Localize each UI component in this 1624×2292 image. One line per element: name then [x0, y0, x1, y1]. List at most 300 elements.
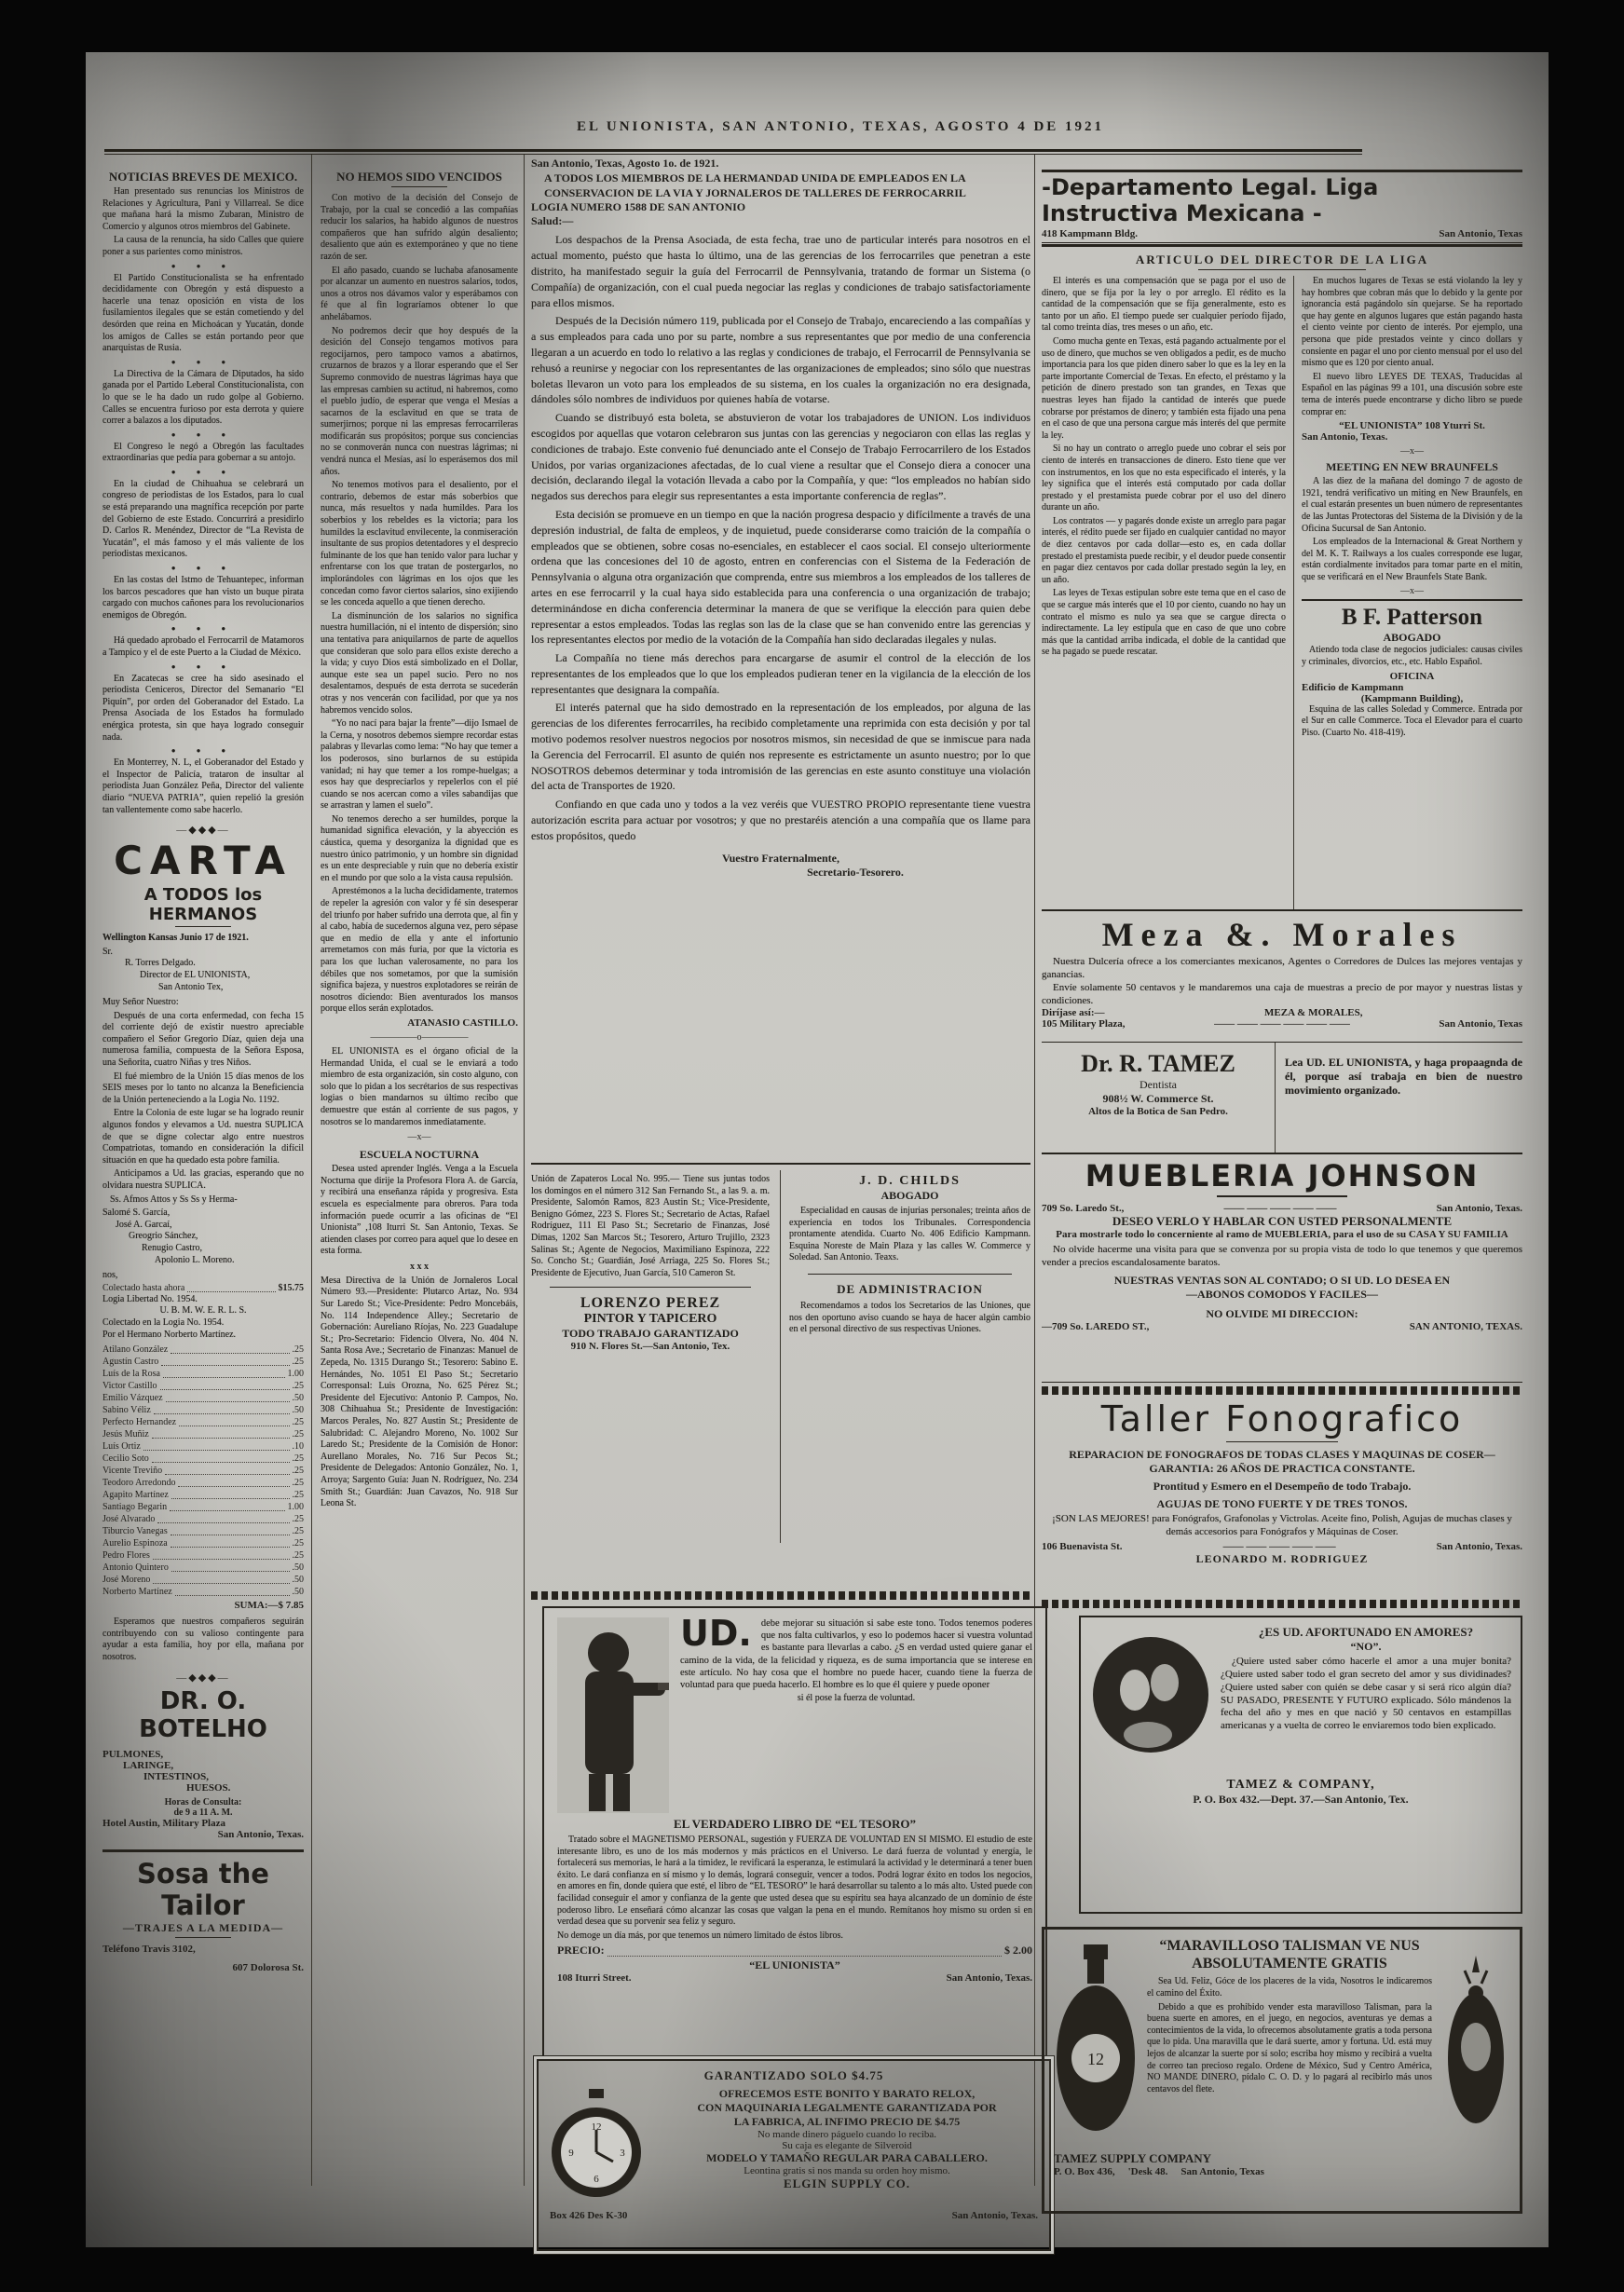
patterson-addr: (Kampmann Building),: [1360, 692, 1464, 704]
watch-headline: GARANTIZADO SOLO $4.75: [703, 2068, 884, 2082]
donor-amount: 1.00: [287, 1369, 304, 1380]
muebleria-line: NO OLVIDE MI DIRECCION:: [1206, 1306, 1358, 1320]
donor-row: [102, 1537, 304, 1549]
muebleria-line: —ABONOS COMODOS Y FACILES—: [1186, 1287, 1378, 1301]
meza-para: Envíe solamente 50 centavos y le mandaremos una caja de muestras a precio de por mayor y nuestras listas y condiciones.: [1042, 981, 1522, 1006]
childs-role: ABOGADO: [880, 1189, 939, 1202]
letter-para: El interés paternal que ha sido demostrado en la representación de los empleados, por alguna de las gerencias de los diferentes ferrocarriles, ha recibido completamente una reprimida con esta decisión y por tal motivo podemos resolver nuestros negocios por nosotros mismos, sin necesidad de que se inmiscue para nada la Gerencia del Ferrocarril. El asunto de quién nos represente es estrictamente un asunto nuestro; por lo que NOSOTROS debemos determinar y toda intromisión de las gerencias en este asunto constituye una violación del acta de Transportes de 1920.: [531, 701, 1030, 793]
section-divider: ● ● ●: [171, 261, 236, 270]
logia-line: Colectado en la Logia No. 1954.: [102, 1317, 225, 1328]
meza-city: San Antonio, Texas: [1439, 1018, 1522, 1030]
letter-closing: Vuestro Fraternalmente,: [722, 851, 839, 865]
donor-amount: .25: [292, 1466, 304, 1477]
taller-line: AGUJAS DE TONO FUERTE Y DE TRES TONOS.: [1156, 1497, 1408, 1510]
svg-text:6: 6: [594, 2174, 599, 2185]
news-item: En las costas del Istmo de Tehuantepec, informan los barcos pescadores que han visto un buque pirata cargado con muchos cañones para los revolucionarios enemigos de Obregón.: [102, 575, 304, 621]
amores-ad: [1079, 1616, 1522, 1914]
idol-illustration: [1441, 1937, 1510, 2151]
dotted-leader: [187, 1282, 275, 1292]
letter-logia: LOGIA NUMERO 1588 DE SAN ANTONIO: [531, 200, 746, 214]
ornamental-border: [1042, 1386, 1522, 1395]
childs-column: [789, 1174, 1030, 1575]
watch-ad: [537, 2059, 1051, 2251]
tesoro-para: Tratado sobre el MAGNETISMO PERSONAL, sugestión y FUERZA DE VOLUNTAD EN SI MISMO. El estudio de este interesante libro, es uno de los más modernos y más prácticos en el Universo. Le dará fuerza de voluntad y energía, le fortalecerá sus memorias, le hará a la timidez, le revificará la esperanza, le estimulará la actividad y le determinará a tener buen éxito. Le dará confianza en sí mismo y lo demás, logrará conseguir, vencer a todos. Podrá lograr éxito en todos los negocios, en amores en fin, donde quiera que esté, el libro de “EL TESORO” le hará desarrollar su talento a lo más alto. Usted puede con facilidad conseguir el amor y confianza de la gente que usted desea que su espíritu sea haya alcanzado de un dominio de éste poderoso libro. Le enseñará cómo alcanzar las cosas que valgan la pena en el mundo. Remítanos hoy mismo su orden si en verdad desea que su porvenir sea feliz y seguro.: [557, 1835, 1032, 1928]
vencidos-para: Con motivo de la decisión del Consejo de Trabajo, por la cual se concedió a las compañías reducir los salarios, ha habido algunos de nuestros compañeros que han sufrido algún desaliento; desaliento que aún es extemporáneo y que no tiene razón de ser.: [321, 193, 518, 262]
letter-para: Cuando se distribuyó esta boleta, se abstuvieron de votar los trabajadores de UNION. Los individuos escogidos por aquellas que votaron celebraron sus juntas con las gerencias y negociaron con ellas las reglas y condiciones de trabajo. Este convenio fué denunciado ante el Consejo de Trabajo Ferrocarrilero de los Estados Unidos, por varias organizaciones afectadas, de lo cual viene a resultar que el Consejo diera a conocer una decisión, declarando ilegal la votación llevada a cabo por la Compañía, y que: “los empleados no habían sido negados sus derechos para elegir sus representantes a esta importante conferencia de reglas”.: [531, 411, 1030, 503]
donor-amount: .25: [292, 1357, 304, 1368]
signature: Renugio Castro,: [142, 1242, 202, 1253]
donor-row: [102, 1453, 304, 1465]
svg-text:12: 12: [1087, 2050, 1104, 2068]
column-rule-1: [311, 155, 312, 2186]
taller-title: Taller Fonografico: [1100, 1398, 1464, 1439]
donor-row: [102, 1513, 304, 1525]
news-item: La Directiva de la Cámara de Diputados, ha sido ganada por el Partido Leberal Constitucionalista, con lo que se le ha dado un rudo golpe al Gobierno. Calles se encuentra furioso por esta derrota y quiere correr a balazos a los diputados.: [102, 368, 304, 427]
section-divider: ● ● ●: [171, 430, 236, 439]
news-item: En la ciudad de Chihuahua se celebrará un congreso de periodistas de los Estados, para lo cual se está preparando una magnífica recepción por parte del Gobierno de este Estado. Concurrirá a presidirlo D. Carlos R. Menéndez, Director de “La Revista de Yucatán”, el más famoso y el más valiente de los periodistas mexicanos.: [102, 478, 304, 560]
talisman-ad: [1042, 1927, 1522, 2214]
rule: [391, 186, 447, 187]
meeting-title: MEETING EN NEW BRAUNFELS: [1326, 460, 1498, 474]
donor-amount: .25: [292, 1478, 304, 1489]
news-item: El Partido Constitucionalista se ha enfrentado decididamente con Obregón y está dispuesto a hacerle una tenaz oposición en vista de los fusilamientos ilegales que se están cometiendo y del desórden que reina en Michoácan y Yucatán, donde los amigos de Calles se están portando peor que anarquistas de Rusia.: [102, 272, 304, 354]
legal-article-title: ARTICULO DEL DIRECTOR DE LA LIGA: [1135, 252, 1429, 266]
mesa-directiva-para: Mesa Directiva de la Unión de Jornaleros Local Número 93.—Presidente: Plutarco Artaz, No. 934 Sur Laredo St.; Vice-Presidente: Pedro Moncebáis, No. 114 Independence Alley.; Secretario de Gobernación: Aureliano Ríojas, No. 223 Guadalupe St.; Pro-Secretario: Fidencio Olvera, No. 404 N. Santa Rosa Ave.; Secretario de Finanzas: Manuel de Zepeda, No. 1315 Durango St.; Tesorero: Sabino E. Hernándes, No. 1051 El Paso St.; Secretario Corresponsal: Luis Orozna, No. 625 Pérez St.; Presidente del Ejecutivo: Antonio P. Campos, No. 308 Chihuahua St.; Presidente de Investigación: Marcos Perales, No. 827 Austin St.; Presidente de Salubridad: C. Alejandro Moreno, No. 1002 Sur Laredo St.; Presidente de la Comisión de Honor: Aurellano Morales, No. 716 Sur Pecos St.; Presidente de Delegados: Antonio González, No. 1, Arroya; Sargento Guía: Juan N. Rodríguez, No. 234 Smith St.; Guardián: Juan Cavazos, No. 918 Sur Leona St.: [321, 1275, 518, 1509]
meza-para: Nuestra Dulcería ofrece a los comerciantes mexicanos, Agentes o Corredores de Dulces las mejores ventajas y ganancias.: [1042, 956, 1522, 980]
newspaper-page: [86, 52, 1549, 2247]
legal-address-row: [1042, 228, 1522, 239]
sosa-subtitle: —TRAJES A LA MEDIDA—: [122, 1920, 284, 1934]
rule: [531, 1163, 1030, 1165]
collected-total-row: [102, 1282, 304, 1294]
donor-name: Teodoro Arredondo: [102, 1478, 176, 1489]
ornament-divider: —————o—————: [370, 1031, 469, 1043]
muebleria-para: No olvide hacerme una visita para que se convenza por su propia vista de todo lo que tenemos y que queremos vender a precios escandalosamente baratos.: [1042, 1244, 1522, 1268]
amores-para: ¿Quiere usted saber cómo hacerle el amor a una mujer bonita? ¿Quiere usted saber todo el gran secreto del amor y sus dividinades? ¿Quiere usted saber con quién se debe casar y si será rico algún día? SU PASADO, PRESENTE Y FUTURO explicado. Sólo mándenos la fecha del año y mes en que nació y 50 centavos en estampillas americanas y a vuelta de correo le enviaremos todo bien explicado.: [1221, 1656, 1511, 1732]
letter-para: Confiando en que cada uno y todos a la vez veréis que VUESTRO PROPIO representante tiene vuestra autorización escrita para actuar por vosotros; y que no prestaréis atención a una compañía que os llame para estos propósitos, quedo: [531, 798, 1030, 842]
muebleria-address2: —709 So. LAREDO ST.,: [1042, 1320, 1150, 1332]
watch-line: Leontina gratis si nos manda su orden hoy mismo.: [744, 2165, 950, 2176]
legal-header: [1042, 170, 1522, 243]
esperamos-para: Esperamos que nuestros compañeros seguirán contribuyendo con su valioso contingente para ayudar a esta familia, hoy por ella, mañana por nosotros.: [102, 1617, 304, 1662]
carta-closing: Ss. Afmos Attos y Ss Ss y Herma-: [110, 1194, 238, 1205]
donor-name: José Alvarado: [102, 1514, 156, 1525]
legal-left-column: [1042, 276, 1294, 909]
botelho-hours: Horas de Consulta:: [164, 1796, 242, 1808]
donor-name: Cecilio Soto: [102, 1453, 149, 1465]
donor-name: Pedro Flores: [102, 1550, 150, 1562]
zapateros-column: [531, 1174, 770, 1575]
donor-name: Emilio Vázquez: [102, 1393, 163, 1404]
donor-name: Norberto Martínez: [102, 1587, 172, 1598]
botelho-line: PULMONES,: [102, 1748, 164, 1760]
couple-illustration: [1090, 1625, 1211, 1774]
signature: Apolonio L. Moreno.: [155, 1254, 235, 1265]
header-rule: [104, 149, 1362, 155]
news-item: El Congreso le negó a Obregón las facultades extraordinarias que pedía para gobernar a su antojo.: [102, 441, 304, 464]
muebleria-address-row: [1042, 1203, 1522, 1214]
legal-para: Como mucha gente en Texas, está pagando actualmente por el uso de dinero, que muchos se ven obligados a pedir, es de mucho importancia para los que piden dinero saber lo que es la ley en la parte importante Comercial de Texas. En efecto, el préstamo y la petición de dinero prestado son tan grandes, en Texas que nuestras leyes han fijado la cantidad de interés que puede cobrarse por préstamos de dinero; y también esta fijado una pena en el caso de que una persona cargue más interés del que permite la ley.: [1042, 335, 1286, 441]
taller-line: REPARACION DE FONOGRAFOS DE TODAS CLASES Y MAQUINAS DE COSER—GARANTIA: 26 AÑOS DE PRACTICA CONSTANTE.: [1069, 1448, 1495, 1475]
lea-para: Lea UD. EL UNIONISTA, y haga propaagnda de él, porque así trabaja en bien de nuestro movimiento organizado.: [1285, 1056, 1522, 1098]
meza-title: Meza &. Morales: [1101, 916, 1463, 953]
donor-row: [102, 1404, 304, 1416]
legal-book-address: “EL UNIONISTA” 108 Yturri St.: [1339, 420, 1485, 432]
carta-recipient: San Antonio Tex,: [158, 981, 224, 992]
carta-recipient: Director de EL UNIONISTA,: [140, 969, 251, 980]
donor-row: [102, 1586, 304, 1598]
legal-right-column: [1294, 276, 1522, 909]
section-divider: ● ● ●: [171, 746, 236, 756]
logia-line: Logia Libertad No. 1954.: [102, 1293, 198, 1304]
ud-line: si él pose la fuerza de voluntad.: [797, 1693, 916, 1704]
carta-para: Después de una corta enfermedad, con fecha 15 del corriente dejó de existir nuestro apreciable compañero el Señor Gregorio Díaz, quien deja una numerosa familia, compuesta de la Señora Esposa, una Señorita, cuatro Niñas y tres Niños.: [102, 1010, 304, 1069]
carta-para: Entre la Colonia de este lugar se ha logrado reunir algunos fondos y elevamos a Ud. nuestra SUPLICA de que se digne colectar algo entre nuestros Compatriotas, tomando en consideración la difícil situación en que ha quedado esta pobre familia.: [102, 1108, 304, 1166]
watch-line: OFRECEMOS ESTE BONITO Y BARATO RELOX,: [718, 2087, 976, 2100]
masthead: EL UNIONISTA, SAN ANTONIO, TEXAS, AGOSTO 4 DE 1921: [576, 119, 1105, 134]
vencidos-para: Aprestémonos a la lucha decididamente, tratemos de repeler la agresión con valor y fé sin desesperar del triunfo por haber sufrido una derrota que, al fin y al cabo, había de sucedernos alguna vez, pero sépase que en medio de ella y ante el infortunio arremetamos con más furia, por que la victoria es para los que luchan valerosamente, no para los débiles que nos sometamos, por que la sumisión significa bajeza, y nuestros explotadores se reirán de nosotros diciendo: Bien aventurados los mansos porque ellos serán explotados.: [321, 886, 518, 1015]
watch-line: No mande dinero páguelo cuando lo reciba.: [757, 2129, 937, 2140]
dash-leader: —— —— —— —— —— ——: [1214, 1018, 1350, 1030]
collected-amount: $15.75: [278, 1282, 304, 1293]
donor-name: Luís de la Rosa: [102, 1369, 160, 1380]
dotted-leader: [152, 1453, 290, 1463]
donor-name: Agustín Castro: [102, 1357, 159, 1368]
talisman-footer: [1054, 2151, 1510, 2166]
section-divider: ● ● ●: [171, 662, 236, 671]
amores-title: ¿ES UD. AFORTUNADO EN AMORES?: [1258, 1625, 1474, 1639]
letter-para: Los despachos de la Prensa Asociada, de esta fecha, trae uno de particular interés para nosotros en el actual momento, puésto que hasta lo último, una de las gerencias de los ferrocarriles que penetran a este distrito, ha manifestado seguir la guía del Ferrocarril de Pennsylvania, tratando de formar un Sistema (o Compañía) de organización, con el cual pueda negociar las reglas y condiciones de trabajo satisfactoriamente para ellos mismos.: [531, 233, 1030, 309]
talisman-bottle-illustration: [1054, 1937, 1138, 2151]
donor-amount: .50: [292, 1587, 304, 1598]
patterson-role: ABOGADO: [1383, 631, 1441, 645]
rule: [1198, 269, 1366, 270]
lorenzo-guarantee: TODO TRABAJO GARANTIZADO: [562, 1327, 739, 1341]
patterson-addr: Edificio de Kampmann: [1302, 681, 1404, 693]
meeting-para: A las diez de la mañana del domingo 7 de agosto de 1921, tendrá verificativo un miting en New Braunfels, en el cual estarán presentes un buen número de representantes de las Juntas Protectoras del Sistema de la División y de la Oficina Sucursal de San Antonio.: [1302, 476, 1522, 534]
amores-sub: “NO”.: [1350, 1640, 1382, 1653]
donor-name: Atilano González: [102, 1344, 169, 1356]
legal-para: Las leyes de Texas estipulan sobre este tema que en el caso de que se cargue más interés que el 10 por ciento, cuando no hay un contrato el mismo es nulo ya sea que se cargue directa o indirectamente. La ley estipula que en caso de que uno cobre más que la cantidad arriba indicada, el doble de la cantidad que se ha pagado se puede rescatar.: [1042, 588, 1286, 658]
donor-name: Sabino Véliz: [102, 1405, 151, 1416]
muebleria-line: Para mostrarle todo lo concerniente al ramo de MUEBLERIA, para el uso de su CASA Y SU FAMILIA: [1056, 1229, 1508, 1240]
donor-amount: .25: [292, 1381, 304, 1392]
watch-line: LA FABRICA, AL INFIMO PRECIO DE $4.75: [733, 2115, 961, 2128]
meza-row: [1042, 1007, 1522, 1018]
dotted-leader: [160, 1380, 290, 1390]
donor-row: [102, 1562, 304, 1574]
donor-amount: .25: [292, 1514, 304, 1525]
dotted-leader: [171, 1562, 290, 1572]
lorenzo-address: 910 N. Flores St.—San Antonio, Tex.: [570, 1341, 730, 1353]
botelho-city: San Antonio, Texas.: [217, 1828, 304, 1840]
legal-city: San Antonio, Texas: [1439, 228, 1522, 239]
watch-address-row: [550, 2210, 1038, 2221]
tamez-role: Dentista: [1140, 1078, 1177, 1091]
talisman-para: Debido a que es prohibido vender esta maravilloso Talisman, para la buena suerte en amores, en el juego, en negocios, aventuras ye demas a contecimientos de la vida, lo ofrecemos absolutamente gratis a toda persona que lo pida. Una maravilla que le dará suerte, amor y fortuna. Ud. está muy lejos de alcanzar la suerte por sí solo; escriba hoy mismo y recibirá a vuelta de correo tan precioso regalo. Ordene de México, Sud y Centro América, NO MANDE DINERO, pídalo C. O. D. y lo pagará al recibirlo más unos centavos del flete.: [1147, 2001, 1432, 2094]
childs-name: J. D. CHILDS: [859, 1174, 961, 1188]
donor-row: [102, 1501, 304, 1513]
logia-line: Por el Hermano Norberto Martínez.: [102, 1329, 237, 1340]
dotted-leader: [179, 1416, 289, 1426]
donor-row: [102, 1525, 304, 1537]
watch-company: ELGIN SUPPLY CO.: [783, 2176, 911, 2190]
dash-leader: —— —— —— —— ——: [1222, 1540, 1336, 1552]
carta-recipient: R. Torres Delgado.: [125, 958, 196, 969]
taller-address-row: [1042, 1541, 1522, 1552]
news-item: En Zacatecas se cree ha sido asesinado el periodista Ceniceros, Director del Semanario “El Piquín”, por orden del Goberanador del Estado. La Prensa Asociada de los Estados ha formulado enérgica protesta, sin que haya logrado conseguir nada.: [102, 673, 304, 743]
muebleria-city: San Antonio, Texas.: [1436, 1203, 1522, 1214]
sosa-title: Sosa the Tailor: [137, 1857, 269, 1921]
donor-row: [102, 1368, 304, 1380]
ud-display: UD.: [680, 1613, 752, 1654]
news-item: Há quedado aprobado el Ferrocarril de Matamoros a Tampico y el de este Puerto a la Ciudad de México.: [102, 635, 304, 658]
organo-para: EL UNIONISTA es el órgano oficial de la Hermandad Unida, el cual se le enviará a todo miembro de esta organización, sin costo alguno, con solo que lo pidan a los secrétarios de sus respectivas logias o bien mandarnos su último recibo que demuestre que están al corriente de sus pagos, y nosotros se lo mandaremos inmediatamente.: [321, 1045, 518, 1127]
rule: [1226, 1441, 1338, 1442]
svg-text:9: 9: [568, 2148, 574, 2159]
vencidos-para: No tenemos derecho a ser humildes, porque la humanidad significa elevación, y la abyección es cáustica, quema y desorganiza la dignidad que es nuestro único patrimonio, y un hombre sin dignidad es un ente despreciable y ruin que no debería existir en el mundo por que solo a la vista causa repulsión.: [321, 813, 518, 883]
donor-name: Aurelio Espinoza: [102, 1538, 168, 1549]
donor-amount: 1.00: [287, 1502, 304, 1513]
letter-dateline: San Antonio, Texas, Agosto 1o. de 1921.: [531, 157, 719, 170]
carta-sr: Sr.: [102, 946, 113, 957]
suma-total: SUMA:—$ 7.85: [234, 1600, 304, 1612]
news-item: En Monterrey, N. L, el Goberanador del Estado y el Inspector de Palicía, trataron de insultar al periodista Juan González Peña, Director del valiente diario “NUEVA PATRIA”, quien repelió la gresión tan vallentemente como sabe hacerlo.: [102, 757, 304, 815]
legal-book-city: San Antonio, Texas.: [1302, 431, 1388, 443]
taller-city: San Antonio, Texas.: [1436, 1540, 1522, 1552]
taller-ad: [1042, 1398, 1522, 1596]
section-divider: ● ● ●: [171, 357, 236, 366]
carta-salutation: Muy Señor Nuestro:: [102, 997, 179, 1008]
logia-line: U. B. M. W. E. R. L. S.: [159, 1305, 247, 1317]
dotted-leader: [161, 1356, 289, 1366]
watch-city: San Antonio, Texas.: [951, 2210, 1038, 2221]
donor-name: Santiago Begarin: [102, 1502, 168, 1513]
legal-columns: [1042, 276, 1522, 909]
x-divider: —x—: [407, 1132, 431, 1143]
tamez-card: [1042, 1043, 1276, 1153]
carta-para: Anticipamos a Ud. las gracias, esperando que no olvidara nuestra SUPLICA.: [102, 1168, 304, 1191]
dash-leader: —— —— —— —— ——: [1223, 1203, 1337, 1214]
tamez-address2: Altos de la Botica de San Pedro.: [1088, 1106, 1228, 1117]
muebleria-city2: SAN ANTONIO, TEXAS.: [1409, 1320, 1522, 1332]
legal-para: Los contratos — y pagarés donde existe un arreglo para pagar interés, el rédito puede ser fijado en cualquier cantidad no mayor de diez centavos por cada dollar—esto es, en cada dollar prestado el prestamista puede recibir, y el deudor puede consentir en pagar diez centavos por cada dollar prestado según la ley, en un año.: [1042, 515, 1286, 585]
ornament-divider: —◆◆◆—: [176, 825, 230, 837]
tesoro-ad: [542, 1606, 1047, 2057]
mid-subcolumn-rule: [780, 1170, 781, 1543]
signature: José A. Garcaí,: [116, 1219, 172, 1230]
meza-ad: [1042, 909, 1522, 1043]
amores-address: P. O. Box 432.—Dept. 37.—San Antonio, Tex.: [1193, 1793, 1409, 1806]
dotted-leader: [157, 1513, 289, 1523]
botelho-line: INTESTINOS,: [143, 1770, 210, 1782]
talisman-address-row: [1054, 2166, 1510, 2177]
talisman-box: P. O. Box 436,: [1054, 2166, 1115, 2177]
dotted-leader: [165, 1465, 289, 1475]
escuela-title: ESCUELA NOCTURNA: [359, 1148, 480, 1162]
vencidos-title: NO HEMOS SIDO VENCIDOS: [336, 170, 502, 184]
rule: [550, 1287, 751, 1288]
taller-line: Prontitud y Esmero en el Desempeño de todo Trabajo.: [1153, 1480, 1412, 1493]
donor-name: Perfecto Hernandez: [102, 1417, 177, 1428]
svg-text:3: 3: [620, 2148, 625, 2159]
dotted-leader: [152, 1428, 290, 1439]
dotted-leader: [607, 1944, 1002, 1957]
letter-salutation: Salud:—: [531, 214, 574, 228]
dotted-leader: [170, 1501, 284, 1511]
dotted-leader: [154, 1404, 290, 1414]
section-divider: ● ● ●: [171, 467, 236, 476]
talisman-city: San Antonio, Texas: [1180, 2166, 1264, 2177]
muebleria-title: MUEBLERIA JOHNSON: [1085, 1158, 1480, 1194]
donor-row: [102, 1428, 304, 1440]
dotted-leader: [153, 1574, 289, 1584]
muebleria-address: 709 So. Laredo St.,: [1042, 1203, 1125, 1214]
vencidos-para: No podremos decir que hoy después de la desición del Consejo tengamos motivos para regocijarnos, pero tampoco vamos a abatirnos, cruzarnos de brazos y a llorar esperando que el Ser Supremo conmovido de nuestras lágrimas haya que las empresas cambien su actitud, ni habremos, como el pueblo judío, de esperar que venga el Mesías a sacarnos de la esclavitud en que se trata de sumerjirnos; porque ni las empresas ferrocarrileras modificarán sus propósitos; porque sus conciencias no se conmoverán nunca con nuestras lágrimas; ni vendrá nunca el Mesías, así lo esperásemos dos mil años.: [321, 325, 518, 477]
rule: [175, 926, 231, 927]
talisman-para: Sea Ud. Feliz, Góce de los placeres de la vida, Nosotros le indicaremos el camino del Éxito.: [1147, 1976, 1432, 1999]
dotted-leader: [153, 1549, 290, 1560]
donor-row: [102, 1489, 304, 1501]
letter-para: Después de la Decisión número 119, publicada por el Consejo de Trabajo, encareciendo a las compañías y a sus empleados para cada uno por su parte, nombre a sus representantes que por medio de una conferencia llegaran a un acuerdo en todo lo relativo a las reglas y condiciones de trabajo, el Ferrocarril de Pennsylvania se rehusó a reunirse y negociar con los representantes de las organizaciones de empleados; sino sólo que nuestras boletas llevaron un voto para los empleados de su sistema, en los cuales la organización no era designada, dándoles sólo nombres de individuos por quienes había de votarse.: [531, 314, 1030, 406]
dotted-leader: [171, 1525, 290, 1535]
donor-amount: .25: [292, 1344, 304, 1356]
donor-amount: .50: [292, 1562, 304, 1574]
rule: [102, 1849, 304, 1852]
donor-amount: .25: [292, 1429, 304, 1440]
article-signature: ATANASIO CASTILLO.: [407, 1016, 518, 1029]
talisman-company: TAMEZ SUPPLY COMPANY: [1054, 2151, 1211, 2165]
legal-para: El interés es una compensación que se paga por el uso de dinero, que se fija por la ley o por arreglo. El rédito es la cantidad de la compensación que se fija generalmente, esto es tanto por un año. El tiempo puede ser cualquier período fijado, tal como treinta días, tres meses o un año, etc.: [1042, 276, 1286, 334]
donor-amount: .50: [292, 1405, 304, 1416]
pocket-watch-illustration: [550, 2087, 643, 2208]
tamez-lea-row: [1042, 1043, 1522, 1154]
vencidos-para: No tenemos motivos para el desaliento, por el contrario, debemos de estar más soberbios que nunca, más resueltos y nada humildes. Para los soberbios y los rebeldes es la victoria; para los humildes la esclavitud envilecente, la conmiseración insultante de sus propios detentadores y el desprecio fulminante de los que han tenido valor para luchar y enfrentarse con los que tratan de postergarlos, no implorándoles con lágrimas en los ojos que les concedan como favor ciertos salarios, sino exijiendo se les conceda aquello a que tienen derecho.: [321, 480, 518, 608]
donor-row: [102, 1574, 304, 1586]
legal-para: Si no hay un contrato o arreglo puede uno cobrar el seis por ciento de interés en transacciones de dinero. Esto tiene que ver con instrumentos, en los que no esta especificado el interés, y la ley significa que el interés está computado por cada dollar prestado y el prestamista puede cobrar por el uso del dinero durante un año.: [1042, 443, 1286, 513]
news-item: La causa de la renuncia, ha sido Calles que quiere poner a sus parientes como ministros.: [102, 235, 304, 257]
section-divider: ● ● ●: [171, 624, 236, 634]
donor-amount: .10: [292, 1441, 304, 1453]
precio-row: [557, 1944, 1032, 1958]
patterson-oficina: OFICINA: [1389, 670, 1435, 682]
muebleria-address-row2: [1042, 1321, 1522, 1332]
admin-title: DE ADMINISTRACION: [837, 1281, 983, 1296]
donor-row: [102, 1465, 304, 1477]
tesoro-address-row: [557, 1972, 1032, 1984]
patterson-name: B F. Patterson: [1341, 605, 1483, 631]
ornamental-border: [1042, 1600, 1522, 1608]
column-2: [321, 164, 518, 2121]
vencidos-para: La disminunción de los salarios no significa nuestra humillación, ni el intento de dispersión; sino una tentativa para aniquilarnos de parte de aquellos que consideran que solo para ellos existe derecho a la vida; y cuyo Dios está simbolizado en el Dollar, aunque este sea un papel sucio. Pero no nos desalentamos, después de esta derrota se sucederán otras y nos vencerán con facilidad, por que ya nos habremos vencido solos.: [321, 610, 518, 716]
donor-name: Tiburcio Vanegas: [102, 1526, 168, 1537]
dotted-leader: [178, 1477, 289, 1487]
donor-row: [102, 1416, 304, 1428]
donor-amount: .25: [292, 1538, 304, 1549]
dotted-leader: [143, 1440, 290, 1451]
sosa-address: 607 Dolorosa St.: [232, 1961, 304, 1973]
muebleria-ad: [1042, 1154, 1522, 1383]
column-rule-2: [524, 155, 525, 2186]
letter-signature: Secretario-Tesorero.: [807, 865, 904, 879]
watch-box: Box 426 Des K-30: [550, 2210, 628, 2221]
donor-row: [102, 1549, 304, 1562]
taller-address: 106 Buenavista St.: [1042, 1540, 1123, 1552]
tamez-address: 908½ W. Commerce St.: [1102, 1092, 1214, 1105]
xxx-divider: x x x: [410, 1261, 429, 1272]
ornamental-border: [531, 1591, 1030, 1600]
collected-label: Colectado hasta ahora: [102, 1282, 185, 1293]
letter-para: La Compañía no tiene más derechos para encargarse de asumir el control de la elección de los representantes de los empleados que lo que los empleados pudieran tener en la vigilancia de la elección de los representantes que designara la compañía.: [531, 651, 1030, 696]
x-divider: —x—: [1400, 586, 1424, 597]
dotted-leader: [171, 1537, 290, 1548]
letter-addressee: A TODOS LOS MIEMBROS DE LA HERMANDAD UNIDA DE EMPLEADOS EN LA CONSERVACION DE LA VIA Y JORNALEROS DE TALLERES DE FERROCARRIL: [544, 171, 966, 200]
column-1: [102, 164, 304, 2232]
signature: Salomé S. García,: [102, 1207, 171, 1219]
meza-address-row: [1042, 1018, 1522, 1030]
donor-row: [102, 1344, 304, 1356]
donor-row: [102, 1477, 304, 1489]
donor-name: Luís Ortiz: [102, 1441, 141, 1453]
legal-address: 418 Kampmann Bldg.: [1042, 228, 1138, 239]
botelho-address: Hotel Austin, Military Plaza: [102, 1817, 225, 1829]
dotted-leader: [171, 1344, 289, 1354]
donor-row: [102, 1392, 304, 1404]
botelho-hours: de 9 a 11 A. M.: [173, 1807, 233, 1818]
donor-name: Victor Castillo: [102, 1381, 157, 1392]
lorenzo-name: LORENZO PEREZ: [580, 1295, 721, 1312]
ornament-divider: —◆◆◆—: [176, 1671, 230, 1684]
donor-name: Agapito Martínez: [102, 1490, 169, 1501]
donor-amount: .25: [292, 1417, 304, 1428]
vencidos-para: “Yo no nací para bajar la frente”—dijo Ismael de la Cerna, y nosotros debemos siempre recordar estas palabras y llevarlas como lema: “No hay que temer a los poderosos, sino burlarnos de su estúpida vanidad; ni hay que temer a los rompe-huelgas; a esos hay que despreciarlos y repelerlos con el pié cuando se nos acercan como a viles sabandijas que se arrastran y lamen el suelo”.: [321, 718, 518, 812]
rule: [808, 1274, 1012, 1275]
rule: [1302, 599, 1522, 601]
donor-name: Vicente Treviño: [102, 1466, 163, 1477]
donor-row: [102, 1440, 304, 1453]
tesoro-demore: No demoge un día más, por que tenemos un número limitado de éstos libros.: [557, 1930, 843, 1941]
talisman-desk: 'Desk 48.: [1127, 2166, 1168, 2177]
amores-company: TAMEZ & COMPANY,: [1226, 1778, 1375, 1792]
tesoro-city: San Antonio, Texas.: [946, 1971, 1032, 1984]
tesoro-street: 108 Iturri Street.: [557, 1971, 632, 1984]
botelho-title: DR. O. BOTELHO: [139, 1686, 267, 1743]
tesoro-publisher: “EL UNIONISTA”: [749, 1958, 840, 1971]
admin-para: Recomendamos a todos los Secretarios de las Uniones, que nos den oportuno aviso cuando se haya de hacer algún cambio en el personal directivo de sus respectivas Uniones.: [789, 1300, 1030, 1335]
carta-dateline: Wellington Kansas Junio 17 de 1921.: [102, 933, 249, 944]
meza-dirijase: Diríjase así:—: [1042, 1007, 1105, 1019]
childs-para: Especialidad en causas de injurias personales; treinta años de experiencia en todos los Tribunales. Correspondencia prontamente atendida. Cuarto No. 406 Edificio Kampmann. Esquina Noreste de Main Plaza y las calles W. Commerce y Soledad. San Antonio. Teaxs.: [789, 1206, 1030, 1263]
svg-text:12: 12: [591, 2121, 602, 2133]
dotted-leader: [166, 1392, 290, 1402]
donor-row: [102, 1356, 304, 1368]
lorenzo-trade: PINTOR Y TAPICERO: [583, 1312, 717, 1327]
muebleria-line: NUESTRAS VENTAS SON AL CONTADO; O SI UD. LO DESEA EN: [1113, 1273, 1451, 1287]
legal-para: El nuevo libro LEYES DE TEXAS, Traducidas al Español en las páginas 99 a 101, una discusión sobre este tema de interés puede encontrarse y dicho libro se puede comprar en:: [1302, 371, 1522, 417]
donor-name: Antonio Quintero: [102, 1562, 169, 1574]
sosa-phone: Teléfono Travis 3102,: [102, 1943, 196, 1955]
taller-para: ¡SON LAS MEJORES! para Fonógrafos, Grafonolas y Victrolas. Aceite fino, Polish, Agujas de muchas clases y demás accesorios para Fonógrafos y Máquinas de Coser.: [1052, 1513, 1512, 1537]
rule: [1042, 244, 1522, 247]
donor-name: José Moreno: [102, 1575, 151, 1586]
donor-amount: .25: [292, 1526, 304, 1537]
tesoro-title: EL VERDADERO LIBRO DE “EL TESORO”: [674, 1817, 916, 1831]
donor-amount: .50: [292, 1393, 304, 1404]
tamez-name: Dr. R. TAMEZ: [1081, 1050, 1235, 1077]
legal-title: -Departamento Legal. Liga Instructiva Mexicana -: [1042, 174, 1379, 226]
news-title: NOTICIAS BREVES DE MEXICO.: [108, 170, 298, 184]
lea-notice: [1276, 1043, 1522, 1153]
